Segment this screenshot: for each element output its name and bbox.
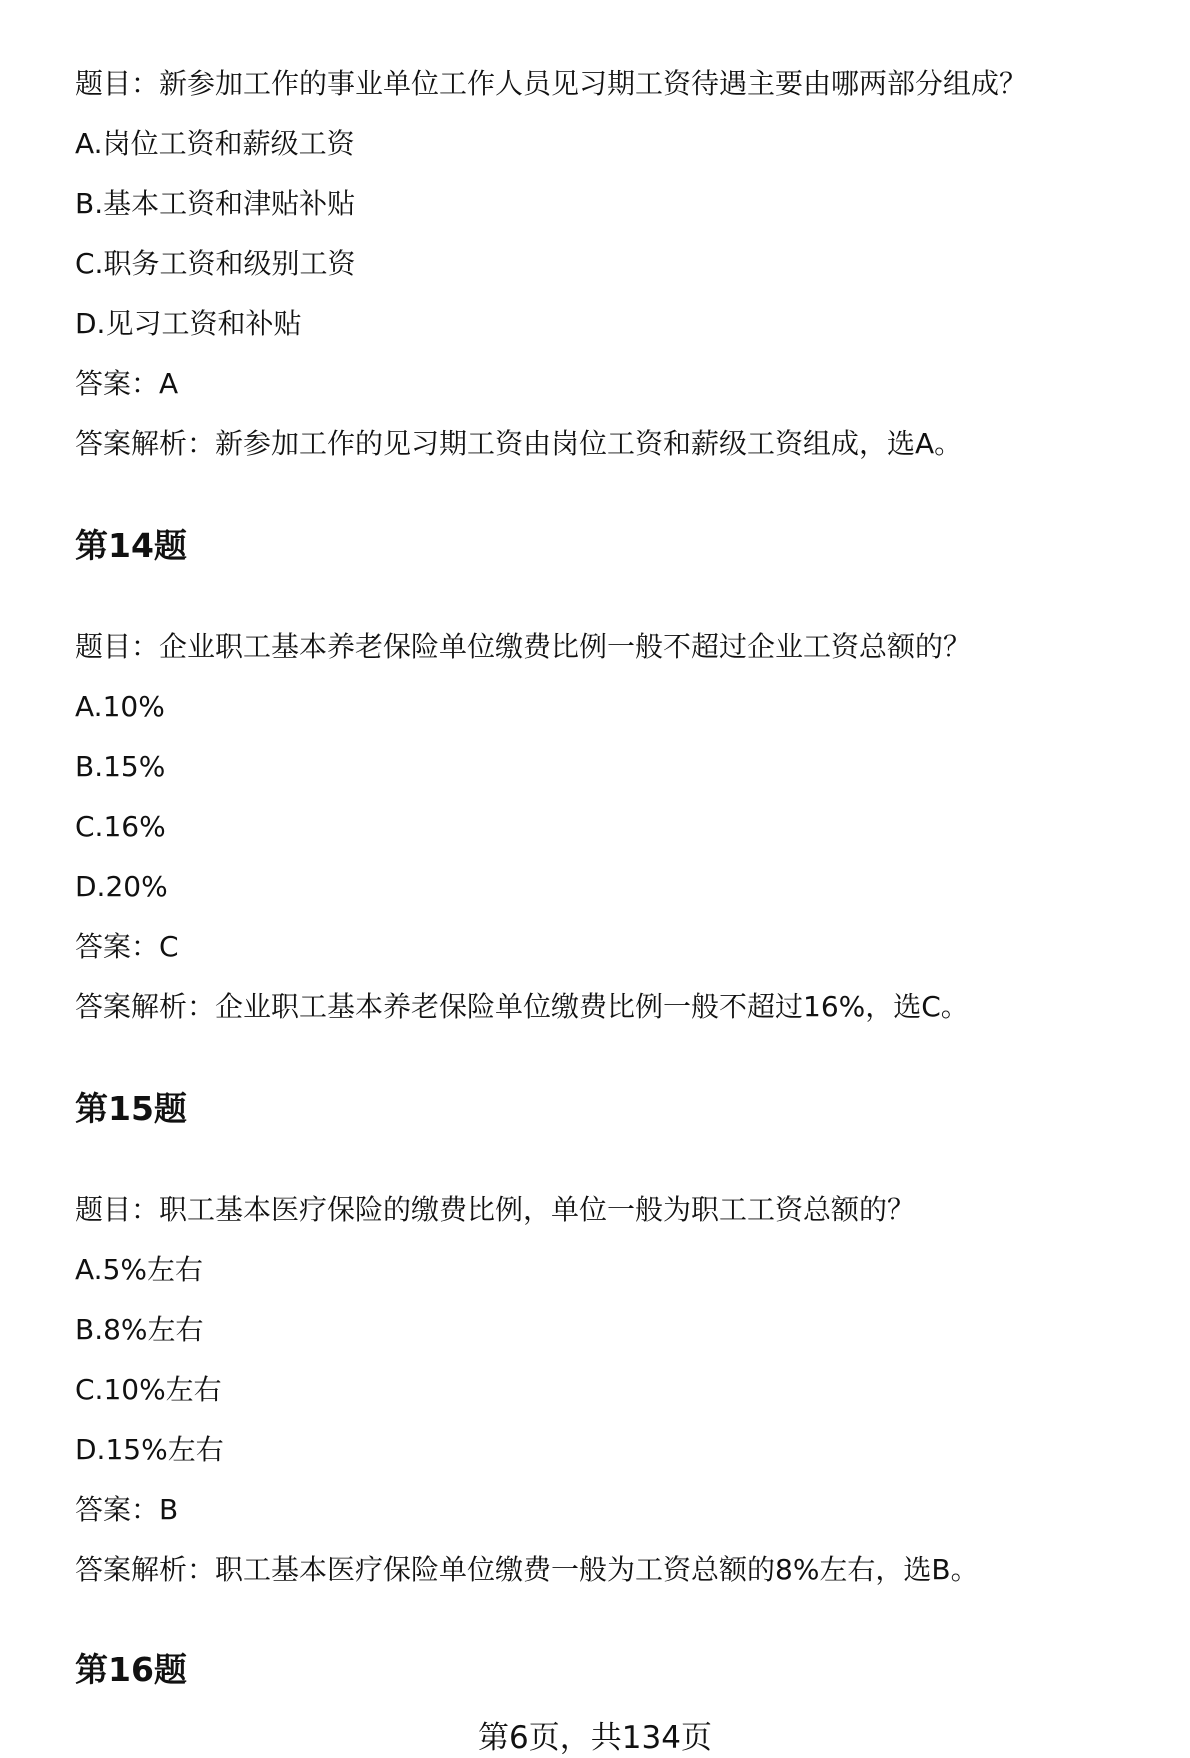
answer: 答案：A: [75, 367, 179, 400]
answer-analysis: 答案解析：职工基本医疗保险单位缴费一般为工资总额的8%左右，选B。: [75, 1553, 979, 1586]
option-a: A.5%左右: [75, 1253, 203, 1286]
question-text: 题目：企业职工基本养老保险单位缴费比例一般不超过企业工资总额的？: [75, 630, 972, 663]
option-c: C.10%左右: [75, 1373, 222, 1406]
option-b: B.基本工资和津贴补贴: [75, 187, 356, 220]
page-number: 第6页，共134页: [478, 1720, 712, 1756]
question-text: 题目：新参加工作的事业单位工作人员见习期工资待遇主要由哪两部分组成？: [75, 67, 1028, 100]
option-c: C.职务工资和级别工资: [75, 247, 356, 280]
question-heading: 第14题: [75, 526, 187, 565]
answer-analysis: 答案解析：企业职工基本养老保险单位缴费比例一般不超过16%，选C。: [75, 990, 969, 1023]
option-d: D.见习工资和补贴: [75, 307, 302, 340]
option-a: A.10%: [75, 690, 165, 723]
question-16-heading: 第16题: [75, 1650, 187, 1689]
question-text: 题目：职工基本医疗保险的缴费比例，单位一般为职工工资总额的？: [75, 1193, 916, 1226]
answer: 答案：B: [75, 1493, 179, 1526]
option-a: A.岗位工资和薪级工资: [75, 127, 355, 160]
question-heading: 第15题: [75, 1089, 187, 1128]
option-b: B.15%: [75, 750, 166, 783]
option-c: C.16%: [75, 810, 166, 843]
answer: 答案：C: [75, 930, 179, 963]
option-d: D.20%: [75, 870, 168, 903]
option-d: D.15%左右: [75, 1433, 224, 1466]
option-b: B.8%左右: [75, 1313, 204, 1346]
answer-analysis: 答案解析：新参加工作的见习期工资由岗位工资和薪级工资组成，选A。: [75, 427, 963, 460]
